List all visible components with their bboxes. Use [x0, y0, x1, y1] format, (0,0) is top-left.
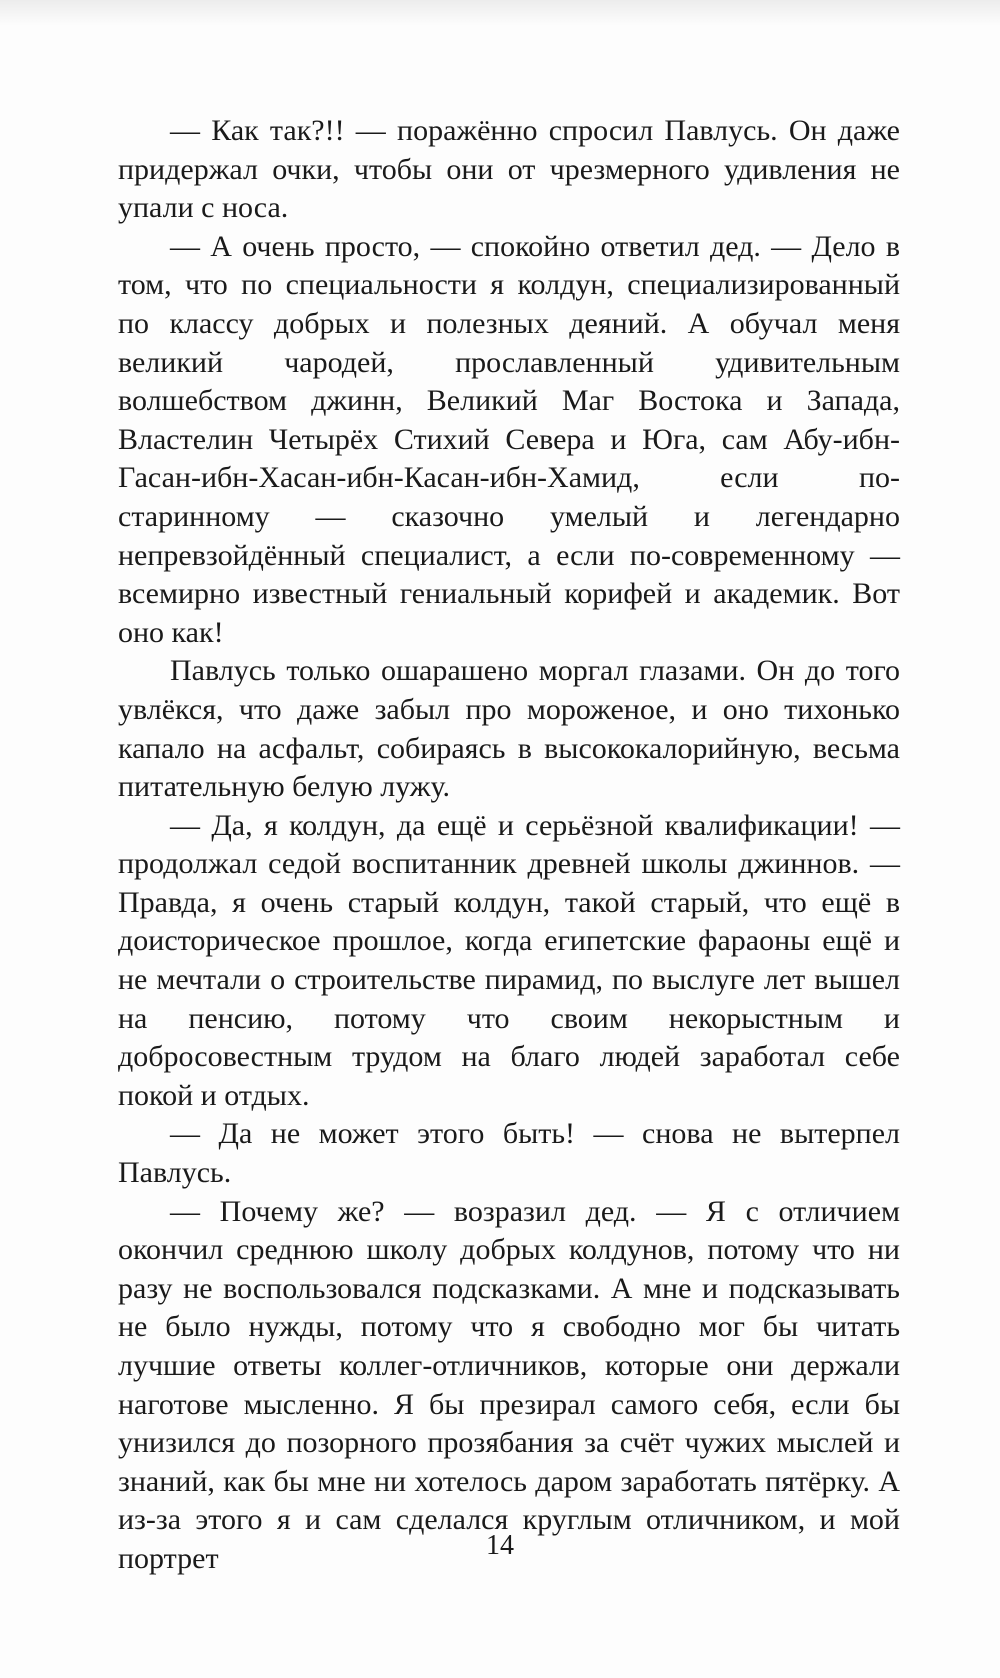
- page-top-edge: [0, 0, 1000, 26]
- page-number: 14: [486, 1530, 514, 1561]
- paragraph-6: — Почему же? — возразил дед. — Я с отличием окончил среднюю школу добрых колдунов, потому что ни разу не воспользовался подсказками. А мне и подсказывать не было нужды, потому что я свободно мог бы читать лучшие ответы коллег-отличников, которые они держали наготове мысленно. Я бы презирал самого себя, если бы унизился до позорного прозябания за счёт чужих мыслей и знаний, как бы мне ни хотелось даром заработать пятёрку. А из-за этого я и сам сделался круглым отличником, и мой портрет: [118, 1194, 900, 1575]
- paragraph-1: — Как так?!! — поражённо спросил Павлусь. Он даже придержал очки, чтобы они от чрезмерного удивления не упали с носа.: [118, 114, 900, 225]
- paragraph-5: — Да не может этого быть! — снова не вытерпел Павлусь.: [118, 1117, 900, 1190]
- paragraph-2: — А очень просто, — спокойно ответил дед. — Дело в том, что по специальности я колдун, специализированный по классу добрых и полезных деяний. А обучал меня великий чародей, прославленный удивительным волшебством джинн, Великий Маг Востока и Запада, Властелин Четырёх Стихий Севера и Юга, сам Абу-ибн-Гасан-ибн-Хасан-ибн-Касан-ибн-Хамид, если по-старинному — сказочно умелый и легендарно непревзойдённый специалист, а если по-современному — всемирно известный гениальный корифей и академик. Вот оно как!: [118, 229, 900, 649]
- paragraph-4: — Да, я колдун, да ещё и серьёзной квалификации! — продолжал седой воспитанник древней школы джиннов. — Правда, я очень старый колдун, такой старый, что ещё в доисторическое прошлое, когда египетские фараоны ещё и не мечтали о строительстве пирамид, по выслуге лет вышел на пенсию, потому что своим некорыстным и добросовестным трудом на благо людей заработал себе покой и отдых.: [118, 808, 900, 1112]
- paragraph-3: Павлусь только ошарашено моргал глазами. Он до того увлёкся, что даже забыл про мороженое, и оно тихонько капало на асфальт, собираясь в высококалорийную, весьма питательную белую лужу.: [118, 654, 900, 804]
- body-text: [118, 112, 900, 1579]
